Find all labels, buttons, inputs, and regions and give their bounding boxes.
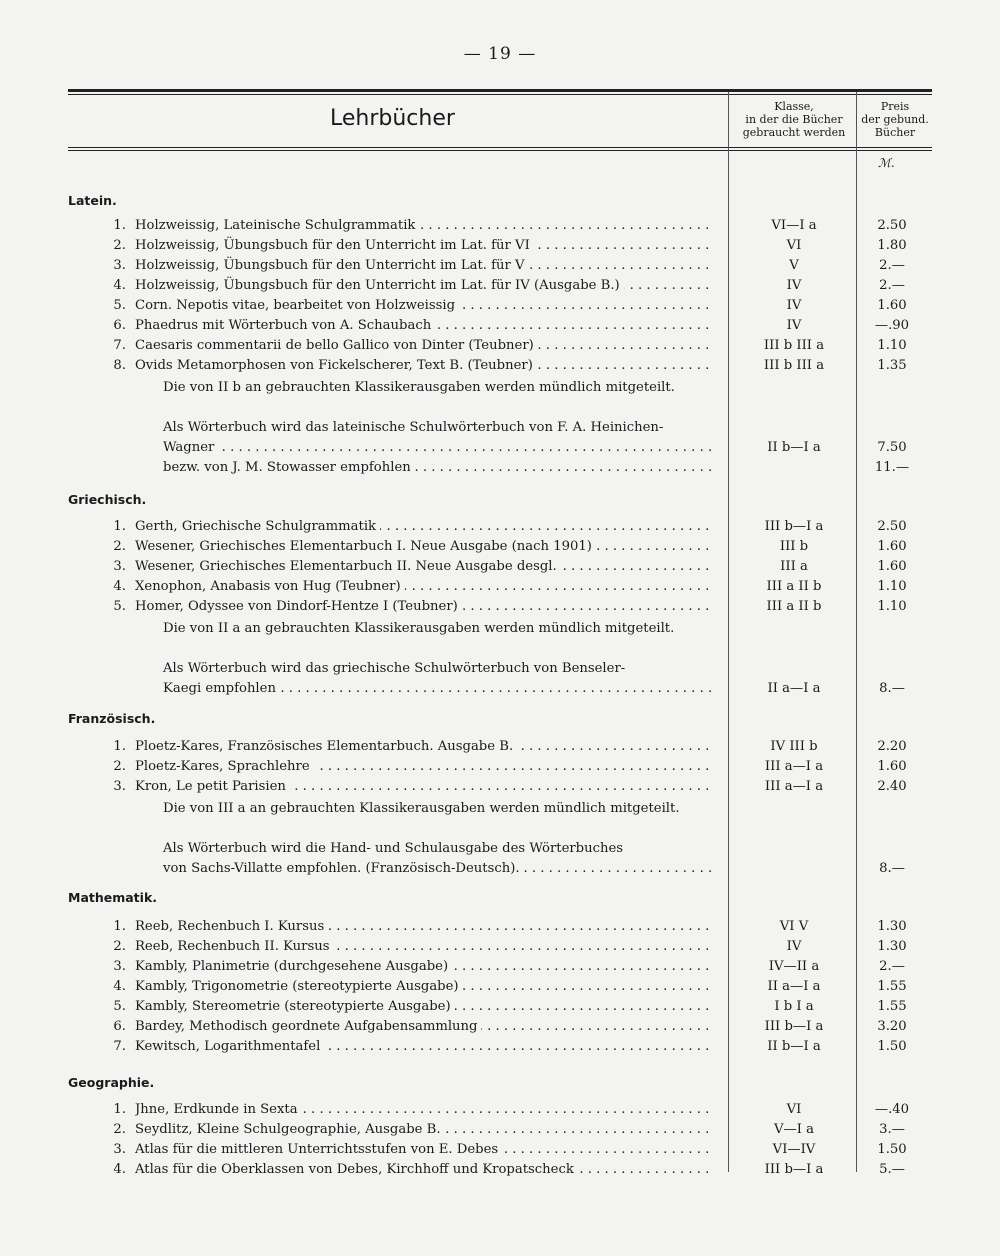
section-heading-mathematik: Mathematik. xyxy=(68,890,158,905)
table-row: 6. Bardey, Methodisch geordnete Aufgabensammlung . . . III b—I a 3.20 xyxy=(0,1017,1000,1037)
table-row: 1. Holzweissig, Lateinische Schulgrammatik . . . VI—I a 2.50 xyxy=(0,216,1000,236)
table-row: 3. Atlas für die mittleren Unterrichtsstufen von E. Debes . . . VI—IV 1.50 xyxy=(0,1140,1000,1160)
table-row: 3. Wesener, Griechisches Elementarbuch II. Neue Ausgabe desgl. . . . III a 1.60 xyxy=(0,557,1000,577)
table-row: 5. Corn. Nepotis vitae, bearbeitet von Holzweissig . . . IV 1.60 xyxy=(0,296,1000,316)
table-row: 3. Kambly, Planimetrie (durchgesehene Ausgabe) . . . IV—II a 2.— xyxy=(0,957,1000,977)
table-row: 2. Reeb, Rechenbuch II. Kursus . . . IV 1.30 xyxy=(0,937,1000,957)
note-text: Als Wörterbuch wird das lateinische Schulwörterbuch von F. A. Heinichen- xyxy=(163,420,664,435)
table-row: 3. Kron, Le petit Parisien . . . III a—I a 2.40 xyxy=(0,777,1000,797)
table-row: 1. Reeb, Rechenbuch I. Kursus . . . VI V 1.30 xyxy=(0,917,1000,937)
table-row: 6. Phaedrus mit Wörterbuch von A. Schaubach . . . IV —.90 xyxy=(0,316,1000,336)
section-heading-franzoesisch: Französisch. xyxy=(68,711,156,726)
price-column-header: Preis der gebund. Bücher xyxy=(861,100,929,139)
table-row: 4. Atlas für die Oberklassen von Debes, Kirchhoff und Kropatscheck . . . III b—I a 5.— xyxy=(0,1160,1000,1180)
table-row: 8. Ovids Metamorphosen von Fickelscherer, Text B. (Teubner) . . . III b III a 1.35 xyxy=(0,356,1000,376)
class-column-header: Klasse, in der die Bücher gebraucht werden xyxy=(742,100,846,139)
header-rule xyxy=(68,147,932,148)
table-row: 4. Kambly, Trigonometrie (stereotypierte Ausgabe) . . . II a—I a 1.55 xyxy=(0,977,1000,997)
table-row: 2. Ploetz-Kares, Sprachlehre . . . III a—I a 1.60 xyxy=(0,757,1000,777)
table-row: 2. Wesener, Griechisches Elementarbuch I. Neue Ausgabe (nach 1901) . . . III b 1.60 xyxy=(0,537,1000,557)
note-text: Die von III a an gebrauchten Klassikerausgaben werden mündlich mitgeteilt. xyxy=(163,801,680,816)
note-row: von Sachs-Villatte empfohlen. (Französisch-Deutsch). . . . xyxy=(163,859,711,879)
note-row: Wagner . . . xyxy=(163,438,711,458)
table-row: 7. Kewitsch, Logarithmentafel . . . II b—I a 1.50 xyxy=(0,1037,1000,1057)
top-rule xyxy=(68,89,932,92)
top-rule-thin xyxy=(68,94,932,95)
note-text: Die von II b an gebrauchten Klassikerausgaben werden mündlich mitgeteilt. xyxy=(163,380,675,395)
note-row: bezw. von J. M. Stowasser empfohlen . . . xyxy=(163,458,711,478)
section-heading-latein: Latein. xyxy=(68,193,117,208)
table-row: 7. Caesaris commentarii de bello Gallico von Dinter (Teubner) . . . III b III a 1.10 xyxy=(0,336,1000,356)
table-row: 2. Seydlitz, Kleine Schulgeographie, Ausgabe B. . . . V—I a 3.— xyxy=(0,1120,1000,1140)
note-row-values: 11.— xyxy=(874,460,910,475)
note-text: Als Wörterbuch wird das griechische Schulwörterbuch von Benseler- xyxy=(163,661,626,676)
table-row: 1. Ploetz-Kares, Französisches Elementarbuch. Ausgabe B. . . . IV III b 2.20 xyxy=(0,737,1000,757)
table-row: 2. Holzweissig, Übungsbuch für den Unterricht im Lat. für VI . . . VI 1.80 xyxy=(0,236,1000,256)
page-number: — 19 — xyxy=(463,44,537,64)
table-row: 3. Holzweissig, Übungsbuch für den Unterricht im Lat. für V . . . V 2.— xyxy=(0,256,1000,276)
note-row-values: 8.— xyxy=(879,861,905,876)
section-heading-geographie: Geographie. xyxy=(68,1075,155,1090)
header-rule-thin xyxy=(68,150,932,151)
note-text: Als Wörterbuch wird die Hand- und Schulausgabe des Wörterbuches xyxy=(163,841,624,856)
table-row: 4. Xenophon, Anabasis von Hug (Teubner) . . . III a II b 1.10 xyxy=(0,577,1000,597)
note-row: Kaegi empfohlen . . . xyxy=(163,679,711,699)
table-row: 4. Holzweissig, Übungsbuch für den Unterricht im Lat. für IV (Ausgabe B.) . . . IV 2.— xyxy=(0,276,1000,296)
table-row: 1. Gerth, Griechische Schulgrammatik . . . III b—I a 2.50 xyxy=(0,517,1000,537)
table-row: 5. Kambly, Stereometrie (stereotypierte Ausgabe) . . . I b I a 1.55 xyxy=(0,997,1000,1017)
currency-mark: ℳ. xyxy=(878,156,895,170)
note-row-values: II a—I a 8.— xyxy=(767,681,905,696)
table-row: 5. Homer, Odyssee von Dindorf-Hentze I (Teubner) . . . III a II b 1.10 xyxy=(0,597,1000,617)
table-title: Lehrbücher xyxy=(330,106,455,131)
table-row: 1. Jhne, Erdkunde in Sexta . . . VI —.40 xyxy=(0,1100,1000,1120)
note-text: Die von II a an gebrauchten Klassikerausgaben werden mündlich mitgeteilt. xyxy=(163,621,675,636)
section-heading-griechisch: Griechisch. xyxy=(68,492,147,507)
note-row-values: II b—I a 7.50 xyxy=(767,440,907,455)
